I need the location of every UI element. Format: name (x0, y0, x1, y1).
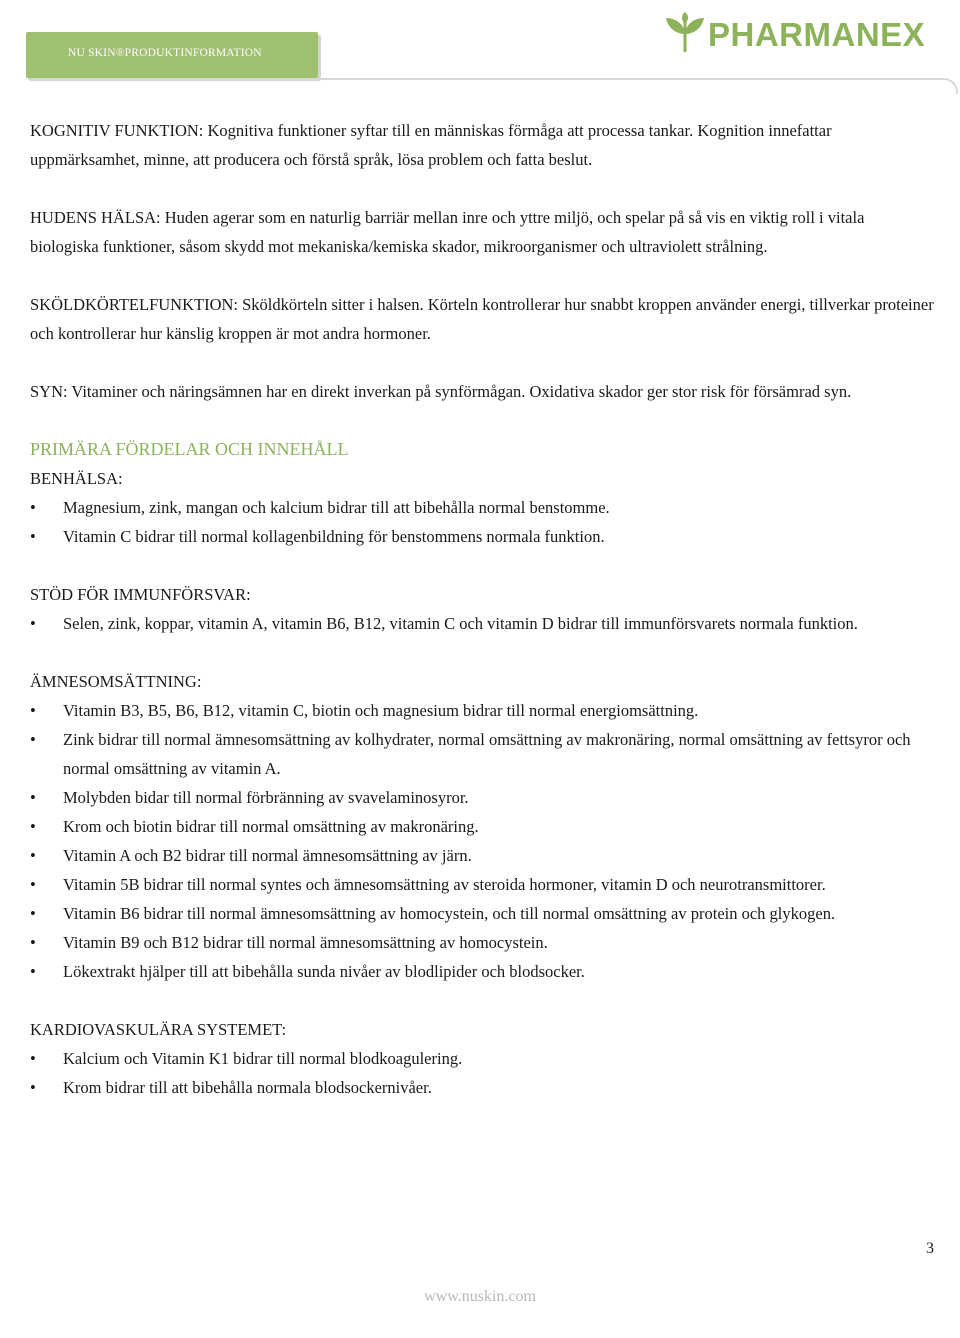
list-item: • Krom och biotin bidrar till normal omsättning av makronäring. (30, 812, 935, 841)
benhalsa-title: BENHÄLSA: (30, 469, 123, 488)
list-item: • Selen, zink, koppar, vitamin A, vitamin B6, B12, vitamin C och vitamin D bidrar till immunförsvarets normala funktion. (30, 609, 935, 638)
list-item: • Vitamin A och B2 bidrar till normal ämnesomsättning av järn. (30, 841, 935, 870)
amnesomsattning-list (30, 696, 935, 986)
list-item: • Molybden bidar till normal förbränning av svavelaminosyror. (30, 783, 935, 812)
list-item: • Vitamin B9 och B12 bidrar till normal ämnesomsättning av homocystein. (30, 928, 935, 957)
list-item: • Krom bidrar till att bibehålla normala blodsockernivåer. (30, 1073, 935, 1102)
document-body (30, 116, 935, 1102)
page-frame-border (28, 78, 958, 94)
list-item: • Magnesium, zink, mangan och kalcium bidrar till att bibehålla normal benstomme. (30, 493, 935, 522)
paragraph-skoldkortel: SKÖLDKÖRTELFUNKTION: Sköldkörteln sitter i halsen. Körteln kontrollerar hur snabbt kroppen använder energi, tillverkar proteiner och kontrollerar hur känslig kroppen är mot andra hormoner. (30, 295, 934, 343)
paragraph-hud: HUDENS HÄLSA: Huden agerar som en naturlig barriär mellan inre och yttre miljö, och spelar på så vis en viktig roll i vitala biologiska funktioner, såsom skydd mot mekaniska/kemiska skador, mikroorganismer och ultraviolett strålning. (30, 208, 865, 256)
leaf-icon (664, 12, 706, 56)
page-number: 3 (926, 1240, 934, 1257)
benhalsa-list (30, 493, 935, 551)
logo-text: PHARMANEX (708, 16, 926, 53)
header-tab (26, 32, 318, 78)
immun-title: STÖD FÖR IMMUNFÖRSVAR: (30, 585, 251, 604)
list-item: • Vitamin C bidrar till normal kollagenbildning för benstommens normala funktion. (30, 522, 935, 551)
list-item: • Lökextrakt hjälper till att bibehålla sunda nivåer av blodlipider och blodsocker. (30, 957, 935, 986)
kardio-title: KARDIOVASKULÄRA SYSTEMET: (30, 1020, 287, 1039)
list-item: • Vitamin B3, B5, B6, B12, vitamin C, biotin och magnesium bidrar till normal energiomsättning. (30, 696, 935, 725)
list-item: • Vitamin B6 bidrar till normal ämnesomsättning av homocystein, och till normal omsättning av protein och glykogen. (30, 899, 935, 928)
pharmanex-logo (664, 10, 954, 58)
list-item: • Zink bidrar till normal ämnesomsättning av kolhydrater, normal omsättning av makronäring, normal omsättning av fettsyror och normal omsättning av vitamin A. (30, 725, 935, 783)
list-item: • Vitamin 5B bidrar till normal syntes och ämnesomsättning av steroida hormoner, vitamin D och neurotransmittorer. (30, 870, 935, 899)
amnesomsattning-title: ÄMNESOMSÄTTNING: (30, 672, 202, 691)
header-tab-label: NU SKIN®PRODUKTINFORMATION (68, 47, 262, 59)
kardio-list (30, 1044, 935, 1102)
immun-list (30, 609, 935, 638)
section-heading: PRIMÄRA FÖRDELAR OCH INNEHÅLL (30, 439, 349, 459)
list-item: • Kalcium och Vitamin K1 bidrar till normal blodkoagulering. (30, 1044, 935, 1073)
paragraph-kognitiv: KOGNITIV FUNKTION: Kognitiva funktioner syftar till en människas förmåga att processa tankar. Kognition innefattar uppmärksamhet, minne, att producera och förstå språk, lösa problem och fatta beslut. (30, 121, 832, 169)
paragraph-syn: SYN: Vitaminer och näringsämnen har en direkt inverkan på synförmågan. Oxidativa skador ger stor risk för försämrad syn. (30, 382, 852, 401)
footer-url[interactable]: www.nuskin.com (424, 1288, 536, 1305)
